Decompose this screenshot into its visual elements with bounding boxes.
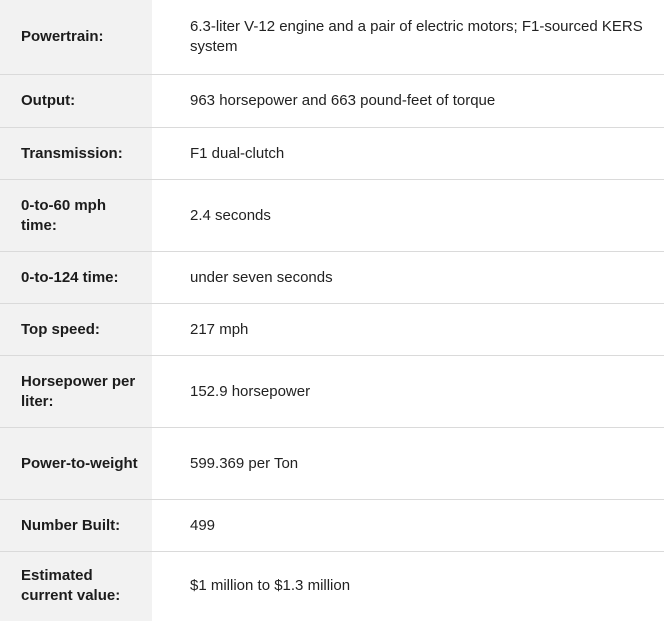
- spec-label-top-speed: Top speed:: [0, 304, 152, 355]
- spec-row-zero-to-124: [0, 251, 664, 303]
- spec-value-zero-to-sixty: 2.4 seconds: [190, 206, 271, 224]
- spec-value-estimated-value: $1 million to $1.3 million: [190, 577, 351, 594]
- spec-label-power-to-weight: Power-to-weight: [0, 428, 152, 499]
- spec-value-number-built: 499: [190, 516, 216, 534]
- spec-row-output: [0, 74, 664, 127]
- spec-row-power-to-weight: [0, 427, 664, 499]
- spec-row-top-speed: [0, 303, 664, 355]
- spec-row-estimated-value: [0, 551, 664, 621]
- spec-label-transmission: Transmission:: [0, 128, 152, 179]
- spec-row-powertrain: [0, 0, 664, 74]
- spec-row-horsepower-per-liter: [0, 355, 664, 427]
- spec-label-zero-to-sixty: 0-to-60 mph time:: [0, 180, 152, 251]
- spec-label-horsepower-per-liter: Horsepower per liter:: [0, 356, 152, 427]
- spec-label-estimated-value: Estimated current value:: [0, 552, 152, 621]
- spec-row-transmission: [0, 127, 664, 179]
- spec-row-zero-to-sixty: [0, 179, 664, 251]
- spec-label-powertrain: Powertrain:: [0, 0, 152, 74]
- spec-value-top-speed: 217 mph: [190, 320, 249, 338]
- spec-label-number-built: Number Built:: [0, 500, 152, 551]
- spec-label-zero-to-124: 0-to-124 time:: [0, 252, 152, 303]
- spec-value-power-to-weight: 599.369 per Ton: [190, 454, 299, 472]
- spec-value-output: 963 horsepower and 663 pound-feet of torque: [190, 92, 496, 109]
- spec-label-output: Output:: [0, 75, 152, 127]
- spec-value-horsepower-per-liter: 152.9 horsepower: [190, 382, 311, 400]
- spec-value-powertrain: 6.3-liter V-12 engine and a pair of electric motors; F1-sourced KERS system: [190, 18, 643, 55]
- spec-row-number-built: [0, 499, 664, 551]
- spec-value-transmission: F1 dual-clutch: [190, 144, 285, 162]
- spec-value-zero-to-124: under seven seconds: [190, 268, 333, 286]
